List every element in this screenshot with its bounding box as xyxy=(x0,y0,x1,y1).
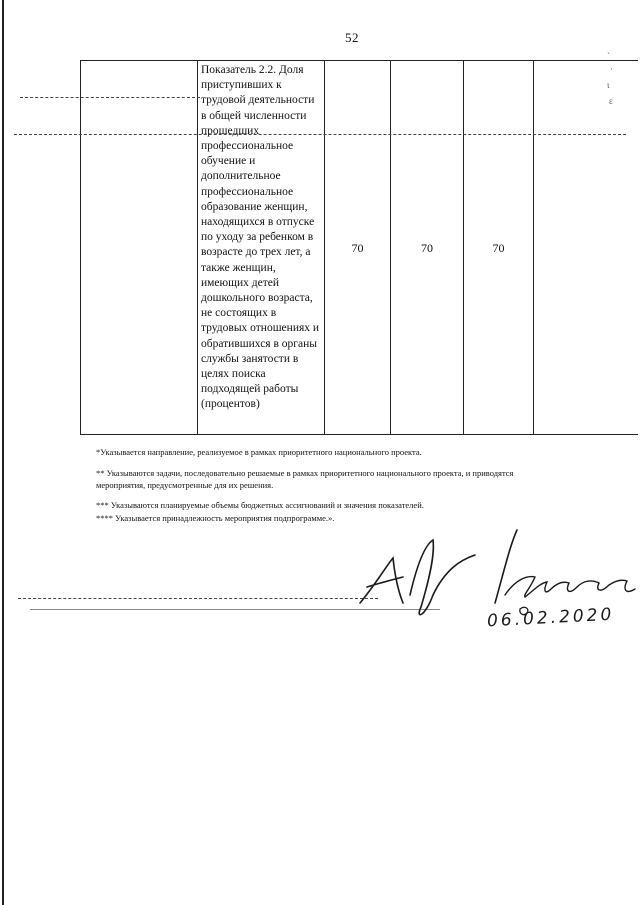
scan-artifact-mark: ι xyxy=(607,80,610,90)
indicator-table xyxy=(80,60,638,435)
footnote-3: *** Указываются планируемые объемы бюджетных ассигнований и значения показателей. xyxy=(96,500,424,510)
value-cell xyxy=(325,61,391,435)
value-cell xyxy=(391,61,464,435)
footnote-2: ** Указываются задачи, последовательно решаемые в рамках приоритетного национального проекта, и приводятся мероприятия, предусмотренные для их решения. xyxy=(96,468,514,490)
footnote-1: *Указывается направление, реализуемое в рамках приоритетного национального проекта. xyxy=(96,447,422,457)
scan-edge-left xyxy=(2,0,4,905)
scan-line xyxy=(20,97,200,98)
value-text: 70 xyxy=(351,241,364,255)
scan-artifact-mark: · xyxy=(610,64,613,74)
signature-date: 06.02.2020 xyxy=(486,604,615,632)
value-text: 70 xyxy=(421,241,433,255)
indicator-cell xyxy=(198,61,325,435)
value-text: 70 xyxy=(492,241,505,255)
scan-line xyxy=(14,134,626,135)
value-cell xyxy=(464,61,534,435)
footnote-4: **** Указывается принадлежность мероприятия подпрограмме.». xyxy=(96,513,335,523)
scan-line xyxy=(18,598,378,599)
page-number: 52 xyxy=(345,30,359,45)
table-row xyxy=(81,61,638,435)
indicator-text: Показатель 2.2. Доля приступивших к трудовой деятельности в общей численности прошедших профессиональное обучение и дополнительное профессиональное образование женщин, находящихся в отпуске по уходу за ребенком в возрасте до трех лет, а также женщин, имеющих детей дошкольного возраста, не состоящих в трудовых отношениях и обратившихся в органы службы занятости в целях поиска подходящей работы (процентов) xyxy=(201,64,320,411)
table-cell-empty xyxy=(534,61,638,435)
scan-artifact-mark: ˏ xyxy=(607,44,610,54)
scan-artifact-mark: ɛ xyxy=(609,96,613,106)
table-cell-empty xyxy=(81,61,198,435)
